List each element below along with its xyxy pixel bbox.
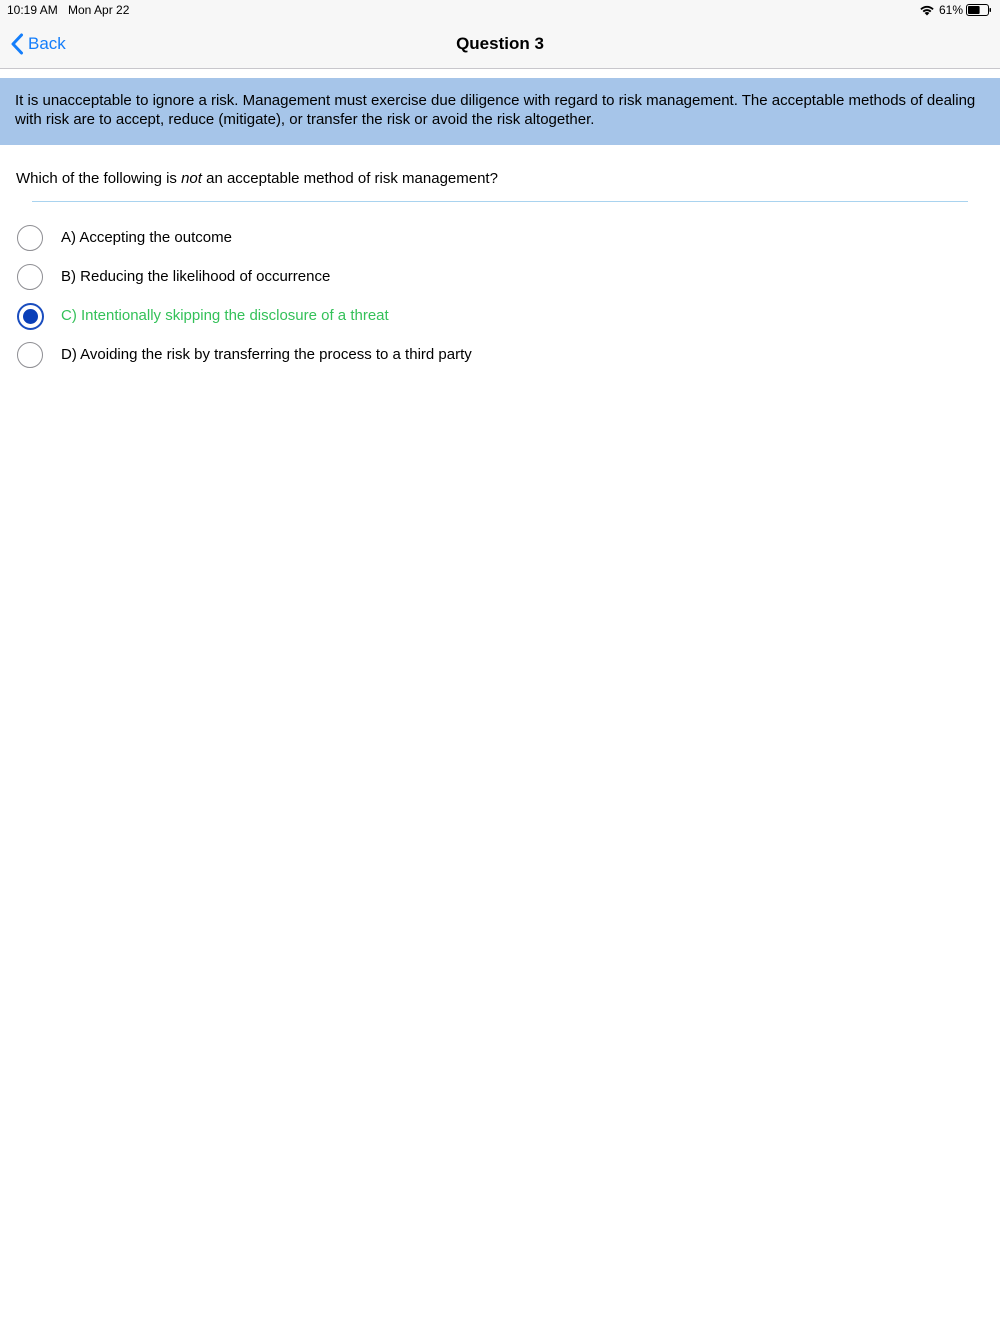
answer-option[interactable]	[0, 223, 1000, 262]
answer-option-label: C) Intentionally skipping the disclosure of a threat	[61, 307, 389, 324]
status-date: Mon Apr 22	[68, 3, 130, 17]
radio-dot-icon	[23, 309, 38, 324]
answer-option-label: A) Accepting the outcome	[61, 229, 232, 246]
question-emphasis: not	[181, 170, 202, 187]
status-time: 10:19 AM	[7, 3, 58, 17]
page-title: Question 3	[456, 34, 544, 53]
status-bar	[0, 0, 1000, 20]
explanation-text: It is unacceptable to ignore a risk. Management must exercise due diligence with regard to risk management. The acceptable methods of dealing with risk are to accept, reduce (mitigate), or transfer the risk or avoid the risk altogether.	[15, 92, 976, 128]
answer-option-label: D) Avoiding the risk by transferring the process to a third party	[61, 346, 472, 363]
wifi-icon	[919, 4, 935, 16]
radio-unselected-icon[interactable]	[17, 225, 43, 251]
explanation-banner	[0, 78, 1000, 145]
question-text-after: an acceptable method of risk management?	[201, 170, 498, 187]
answer-option-label: B) Reducing the likelihood of occurrence	[61, 268, 331, 285]
battery-icon	[966, 4, 992, 16]
answer-option[interactable]	[0, 340, 1000, 379]
status-indicators	[919, 2, 992, 18]
radio-unselected-icon[interactable]	[17, 264, 43, 290]
answer-option[interactable]	[0, 262, 1000, 301]
navigation-bar	[0, 20, 1000, 69]
question-divider	[32, 201, 968, 202]
answer-options	[0, 223, 1000, 379]
radio-unselected-icon[interactable]	[17, 342, 43, 368]
battery-percent: 61%	[938, 3, 963, 17]
question-text-before: Which of the following is	[16, 170, 182, 187]
back-label: Back	[28, 34, 66, 53]
answer-option[interactable]	[0, 301, 1000, 340]
question-text	[16, 170, 976, 187]
radio-selected-icon[interactable]	[17, 303, 44, 330]
